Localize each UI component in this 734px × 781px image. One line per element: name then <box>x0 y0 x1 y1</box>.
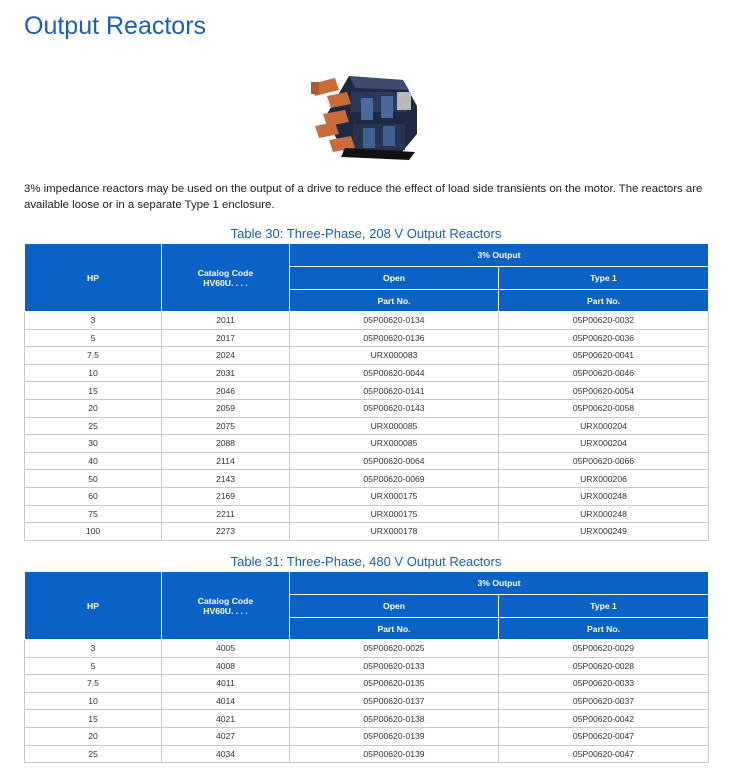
cell-part-no-type1: 05P00620-0047 <box>499 727 709 745</box>
col-header-type1: Type 1 <box>499 267 709 290</box>
table-row <box>25 727 709 745</box>
cell-part-no-open: 05P00620-0139 <box>290 745 499 763</box>
table-row <box>25 745 709 763</box>
cell-hp: 10 <box>25 364 162 382</box>
table-31-caption: Table 31: Three-Phase, 480 V Output Reactors <box>230 554 502 569</box>
cell-part-no-type1: 05P00620-0041 <box>499 347 709 365</box>
col-header-hp: HP <box>25 572 162 640</box>
cell-catalog-code: 2031 <box>162 364 290 382</box>
cell-catalog-code: 2088 <box>162 435 290 453</box>
cell-catalog-code: 4034 <box>162 745 290 763</box>
cell-part-no-type1: 05P00620-0058 <box>499 399 709 417</box>
reactor-product-image <box>305 62 425 162</box>
col-header-part-no-open: Part No. <box>290 290 499 312</box>
table-31 <box>24 571 709 763</box>
cell-hp: 5 <box>25 657 162 675</box>
cell-part-no-type1: 05P00620-0042 <box>499 710 709 728</box>
page-title: Output Reactors <box>24 12 207 40</box>
cell-part-no-type1: 05P00620-0028 <box>499 657 709 675</box>
cell-hp: 25 <box>25 417 162 435</box>
table-row <box>25 657 709 675</box>
cell-part-no-open: 05P00620-0138 <box>290 710 499 728</box>
col-header-group: 3% Output <box>290 244 709 267</box>
cell-part-no-open: 05P00620-0136 <box>290 329 499 347</box>
cell-catalog-code: 2114 <box>162 452 290 470</box>
cell-catalog-code: 2046 <box>162 382 290 400</box>
cell-part-no-open: 05P00620-0135 <box>290 675 499 693</box>
cell-catalog-code: 4008 <box>162 657 290 675</box>
table-row <box>25 435 709 453</box>
cell-hp: 3 <box>25 640 162 658</box>
cell-part-no-type1: 05P00620-0029 <box>499 640 709 658</box>
cell-part-no-open: URX000178 <box>290 523 499 541</box>
cell-hp: 25 <box>25 745 162 763</box>
col-header-catalog <box>162 244 290 312</box>
cell-hp: 100 <box>25 523 162 541</box>
cell-catalog-code: 2169 <box>162 487 290 505</box>
cell-part-no-open: 05P00620-0143 <box>290 399 499 417</box>
table-row <box>25 347 709 365</box>
cell-part-no-open: 05P00620-0069 <box>290 470 499 488</box>
table-row <box>25 382 709 400</box>
table-row <box>25 692 709 710</box>
table-30 <box>24 243 709 541</box>
cell-hp: 15 <box>25 710 162 728</box>
cell-hp: 5 <box>25 329 162 347</box>
table-row <box>25 329 709 347</box>
cell-catalog-code: 2273 <box>162 523 290 541</box>
cell-part-no-type1: 05P00620-0036 <box>499 329 709 347</box>
cell-hp: 75 <box>25 505 162 523</box>
cell-hp: 50 <box>25 470 162 488</box>
col-header-part-no-open: Part No. <box>290 618 499 640</box>
table-row <box>25 640 709 658</box>
cell-hp: 10 <box>25 692 162 710</box>
cell-catalog-code: 2211 <box>162 505 290 523</box>
cell-part-no-type1: 05P00620-0037 <box>499 692 709 710</box>
col-header-open: Open <box>290 267 499 290</box>
table-row <box>25 487 709 505</box>
table-row <box>25 399 709 417</box>
cell-part-no-open: URX000085 <box>290 417 499 435</box>
table-row <box>25 312 709 330</box>
cell-part-no-type1: 05P00620-0047 <box>499 745 709 763</box>
table-row <box>25 417 709 435</box>
cell-hp: 7.5 <box>25 675 162 693</box>
table-row <box>25 710 709 728</box>
cell-catalog-code: 4027 <box>162 727 290 745</box>
cell-catalog-code: 4011 <box>162 675 290 693</box>
catalog-header-line1: Catalog Code <box>197 595 254 606</box>
col-header-part-no-type1: Part No. <box>499 290 709 312</box>
table-row <box>25 364 709 382</box>
cell-part-no-open: URX000175 <box>290 487 499 505</box>
cell-part-no-open: 05P00620-0044 <box>290 364 499 382</box>
table-row <box>25 675 709 693</box>
col-header-type1: Type 1 <box>499 595 709 618</box>
cell-hp: 20 <box>25 727 162 745</box>
cell-catalog-code: 2075 <box>162 417 290 435</box>
col-header-hp: HP <box>25 244 162 312</box>
cell-part-no-type1: 05P00620-0033 <box>499 675 709 693</box>
intro-paragraph: 3% impedance reactors may be used on the output of a drive to reduce the effect of load side transients on the motor. The reactors are available loose or in a separate Type 1 enclosure. <box>24 183 703 211</box>
cell-hp: 7.5 <box>25 347 162 365</box>
table-row <box>25 505 709 523</box>
cell-hp: 40 <box>25 452 162 470</box>
col-header-part-no-type1: Part No. <box>499 618 709 640</box>
cell-hp: 3 <box>25 312 162 330</box>
cell-part-no-open: URX000083 <box>290 347 499 365</box>
cell-part-no-type1: 05P00620-0054 <box>499 382 709 400</box>
col-header-group: 3% Output <box>290 572 709 595</box>
catalog-header-line2: HV60U. . . . <box>203 605 248 616</box>
cell-hp: 60 <box>25 487 162 505</box>
catalog-header-line2: HV60U. . . . <box>203 277 248 288</box>
table-30-caption: Table 30: Three-Phase, 208 V Output Reactors <box>230 226 502 241</box>
catalog-header-line1: Catalog Code <box>197 267 254 278</box>
cell-part-no-open: 05P00620-0137 <box>290 692 499 710</box>
table-row <box>25 452 709 470</box>
cell-part-no-open: 05P00620-0139 <box>290 727 499 745</box>
cell-part-no-open: 05P00620-0064 <box>290 452 499 470</box>
cell-part-no-type1: 05P00620-0066 <box>499 452 709 470</box>
cell-part-no-open: 05P00620-0025 <box>290 640 499 658</box>
cell-hp: 30 <box>25 435 162 453</box>
cell-catalog-code: 2011 <box>162 312 290 330</box>
cell-catalog-code: 4014 <box>162 692 290 710</box>
cell-hp: 20 <box>25 399 162 417</box>
cell-part-no-type1: URX000204 <box>499 435 709 453</box>
col-header-open: Open <box>290 595 499 618</box>
cell-catalog-code: 2017 <box>162 329 290 347</box>
cell-catalog-code: 2143 <box>162 470 290 488</box>
cell-part-no-type1: 05P00620-0046 <box>499 364 709 382</box>
cell-part-no-type1: URX000248 <box>499 505 709 523</box>
cell-part-no-open: 05P00620-0134 <box>290 312 499 330</box>
cell-catalog-code: 2059 <box>162 399 290 417</box>
cell-part-no-open: 05P00620-0133 <box>290 657 499 675</box>
cell-part-no-type1: 05P00620-0032 <box>499 312 709 330</box>
cell-hp: 15 <box>25 382 162 400</box>
cell-part-no-type1: URX000249 <box>499 523 709 541</box>
cell-part-no-open: URX000085 <box>290 435 499 453</box>
table-row <box>25 523 709 541</box>
cell-catalog-code: 4005 <box>162 640 290 658</box>
table-row <box>25 470 709 488</box>
cell-part-no-type1: URX000204 <box>499 417 709 435</box>
cell-part-no-type1: URX000248 <box>499 487 709 505</box>
cell-part-no-open: 05P00620-0141 <box>290 382 499 400</box>
cell-part-no-type1: URX000206 <box>499 470 709 488</box>
cell-catalog-code: 2024 <box>162 347 290 365</box>
cell-part-no-open: URX000175 <box>290 505 499 523</box>
cell-catalog-code: 4021 <box>162 710 290 728</box>
col-header-catalog <box>162 572 290 640</box>
